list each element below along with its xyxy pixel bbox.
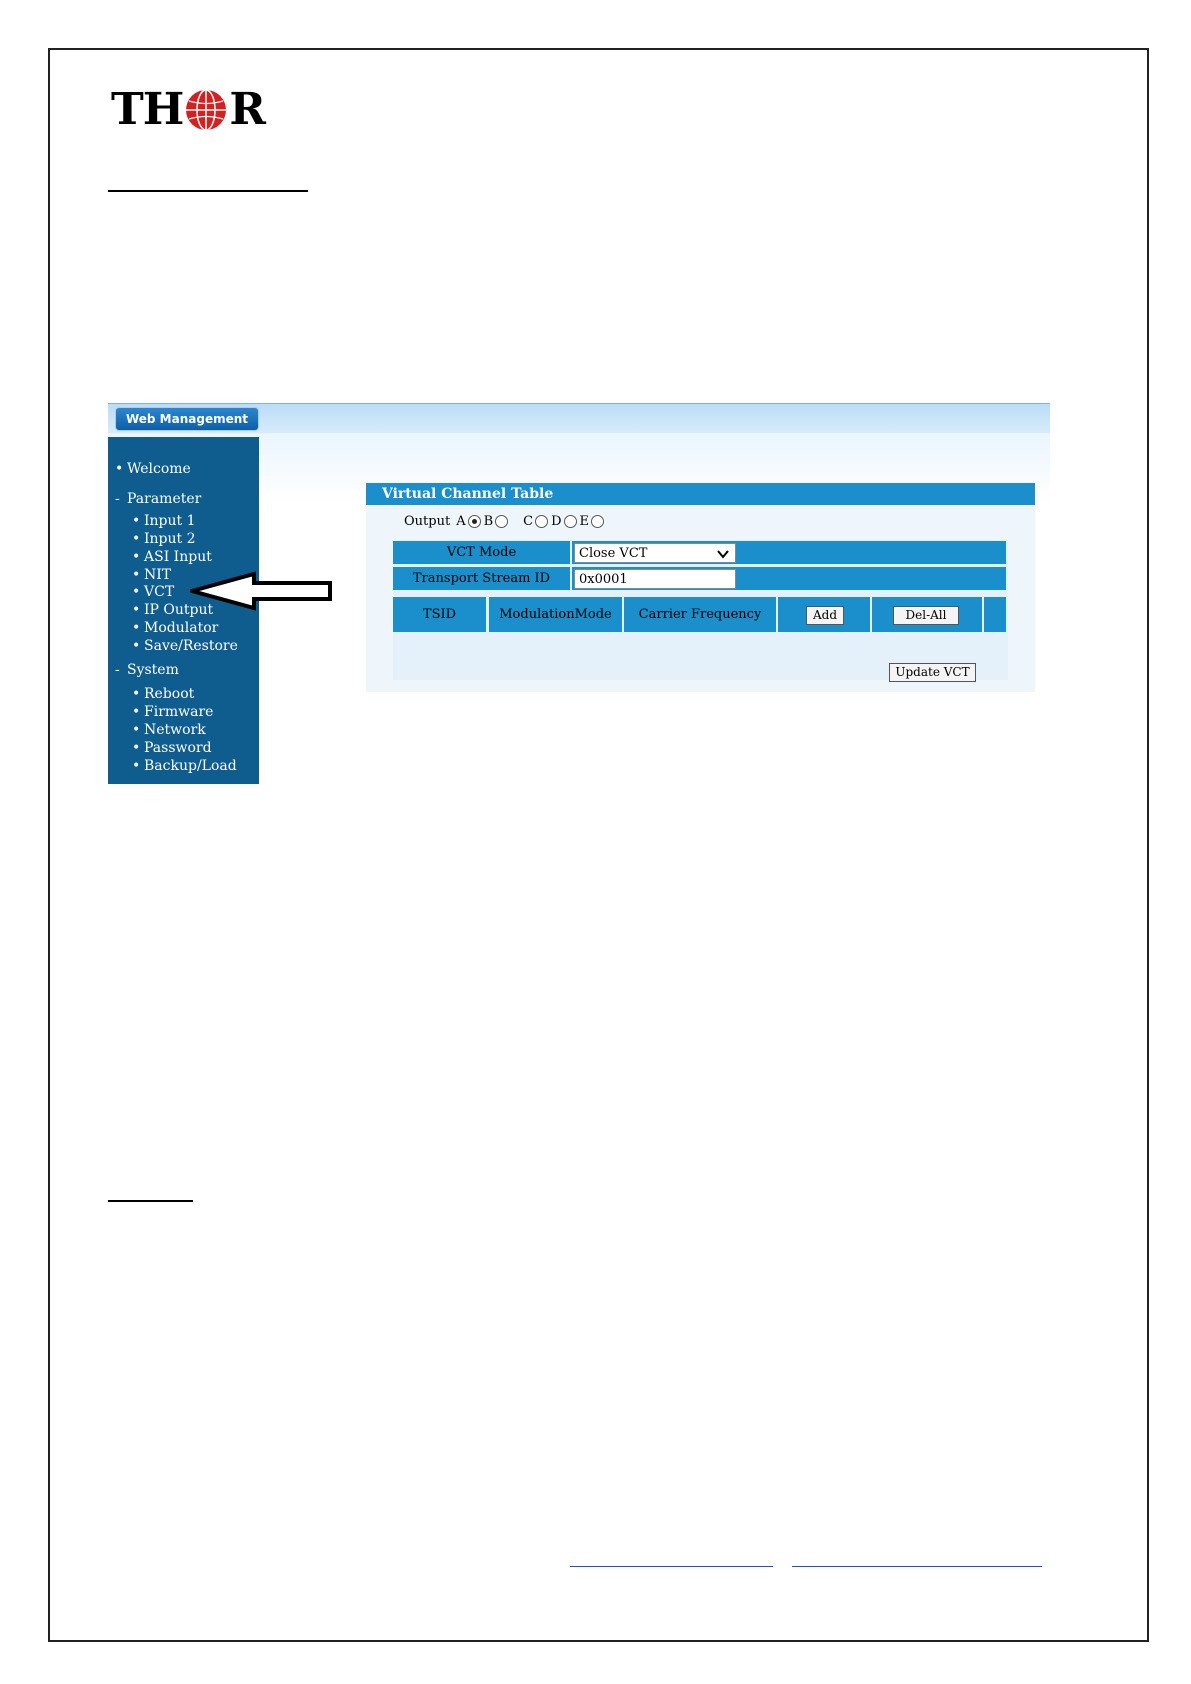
column-header-modulation-mode: ModulationMode bbox=[489, 597, 622, 632]
output-d-radio[interactable] bbox=[564, 515, 577, 528]
column-header-carrier-frequency: Carrier Frequency bbox=[624, 597, 776, 632]
nav-item-nit[interactable] bbox=[132, 567, 171, 583]
web-management-tab[interactable]: Web Management bbox=[115, 407, 259, 431]
nav-label: NIT bbox=[144, 567, 172, 583]
bullet: • bbox=[132, 722, 141, 738]
output-b-label: B bbox=[483, 513, 494, 529]
pointer-arrow-icon bbox=[190, 571, 335, 611]
nav-item-parameter[interactable] bbox=[115, 491, 201, 507]
output-a-radio[interactable] bbox=[468, 515, 481, 528]
nav-item-network[interactable] bbox=[132, 722, 206, 738]
vct-mode-select[interactable] bbox=[574, 543, 736, 563]
add-button[interactable]: Add bbox=[806, 606, 844, 625]
output-c-label: C bbox=[523, 513, 534, 529]
del-all-button[interactable]: Del-All bbox=[893, 606, 959, 625]
bullet: • bbox=[132, 602, 141, 618]
section-underline bbox=[108, 1200, 193, 1202]
output-selector bbox=[404, 511, 607, 531]
update-vct-button[interactable]: Update VCT bbox=[889, 663, 976, 682]
nav-item-input-2[interactable] bbox=[132, 531, 196, 547]
bullet: - bbox=[115, 491, 120, 507]
nav-item-reboot[interactable] bbox=[132, 686, 194, 702]
bullet: • bbox=[132, 704, 141, 720]
column-header-tsid: TSID bbox=[393, 597, 486, 632]
logo-text-left: TH bbox=[111, 84, 184, 135]
vct-title-bar bbox=[366, 483, 1035, 505]
bullet: • bbox=[132, 531, 141, 547]
nav-label: Network bbox=[144, 722, 206, 738]
nav-item-input-1[interactable] bbox=[132, 513, 196, 529]
logo-text-right: R bbox=[229, 84, 265, 135]
output-d-label: D bbox=[551, 513, 562, 529]
output-e-radio[interactable] bbox=[591, 515, 604, 528]
nav-label: Input 1 bbox=[144, 513, 196, 529]
nav-label: System bbox=[127, 662, 179, 678]
nav-item-system[interactable] bbox=[115, 662, 179, 678]
nav-item-asi-input[interactable] bbox=[132, 549, 212, 565]
nav-item-backup-load[interactable] bbox=[132, 758, 237, 774]
bullet: • bbox=[132, 758, 141, 774]
bullet: • bbox=[132, 740, 141, 756]
page-border bbox=[48, 48, 1149, 1642]
bullet: • bbox=[132, 513, 141, 529]
nav-label: Parameter bbox=[127, 491, 202, 507]
nav-label: Firmware bbox=[144, 704, 214, 720]
output-a-label: A bbox=[456, 513, 466, 529]
nav-label: Reboot bbox=[144, 686, 195, 702]
tsid-input[interactable]: 0x0001 bbox=[574, 569, 736, 589]
nav-item-welcome[interactable] bbox=[115, 461, 191, 477]
nav-label: Welcome bbox=[127, 461, 191, 477]
heading-underline bbox=[108, 190, 308, 192]
nav-label: Password bbox=[144, 740, 212, 756]
nav-label: Input 2 bbox=[144, 531, 196, 547]
extra-cell bbox=[984, 597, 1006, 632]
nav-item-save-restore[interactable] bbox=[132, 638, 238, 654]
nav-item-vct[interactable] bbox=[132, 584, 174, 600]
bullet: • bbox=[132, 620, 141, 636]
nav-label: IP Output bbox=[144, 602, 214, 618]
bullet: • bbox=[132, 567, 141, 583]
bullet: • bbox=[115, 461, 124, 477]
nav-label: Modulator bbox=[144, 620, 219, 636]
vct-mode-value: Close VCT bbox=[579, 546, 648, 561]
bullet: • bbox=[132, 686, 141, 702]
nav-item-firmware[interactable] bbox=[132, 704, 213, 720]
nav-item-password[interactable] bbox=[132, 740, 212, 756]
bullet: • bbox=[132, 638, 141, 654]
bullet: • bbox=[132, 549, 141, 565]
nav-label: Backup/Load bbox=[144, 758, 237, 774]
nav-label: Save/Restore bbox=[144, 638, 238, 654]
vct-mode-label: VCT Mode bbox=[393, 541, 570, 564]
nav-label: VCT bbox=[144, 584, 175, 600]
output-c-radio[interactable] bbox=[535, 515, 548, 528]
footer-link-underline[interactable] bbox=[792, 1566, 1042, 1567]
globe-logo-icon bbox=[184, 88, 228, 132]
output-b-radio[interactable] bbox=[495, 515, 508, 528]
tsid-label: Transport Stream ID bbox=[393, 567, 570, 590]
vct-title: Virtual Channel Table bbox=[382, 486, 554, 502]
thor-logo bbox=[111, 86, 265, 134]
output-label: Output bbox=[404, 513, 451, 529]
footer-link-underline[interactable] bbox=[570, 1566, 773, 1567]
nav-label: ASI Input bbox=[144, 549, 212, 565]
chevron-down-icon bbox=[717, 548, 729, 560]
nav-item-modulator[interactable] bbox=[132, 620, 218, 636]
bullet: - bbox=[115, 662, 120, 678]
bullet: • bbox=[132, 584, 141, 600]
output-e-label: E bbox=[579, 513, 590, 529]
